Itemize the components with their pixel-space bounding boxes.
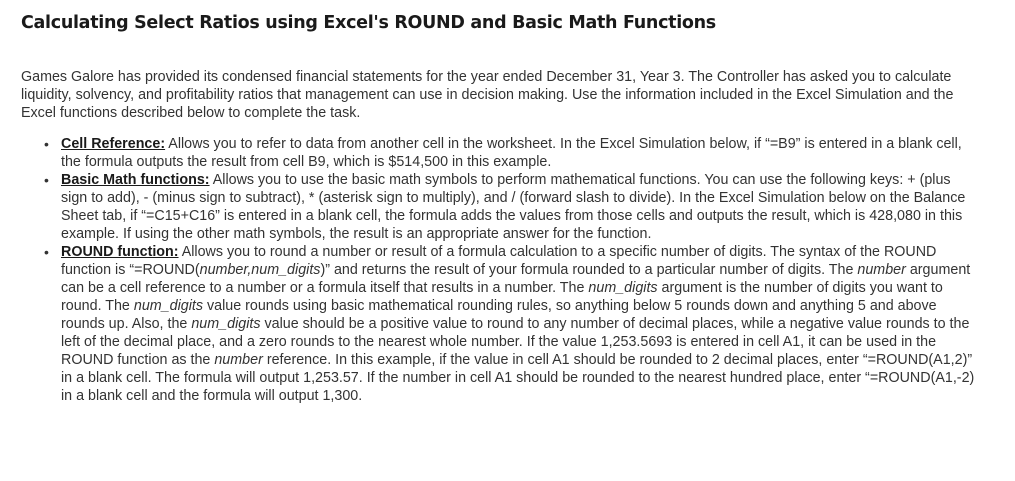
- bullet-icon: •: [44, 244, 49, 260]
- page-title: Calculating Select Ratios using Excel's ROUND and Basic Math Functions: [21, 13, 716, 33]
- syntax-arguments: number,num_digits: [199, 262, 321, 278]
- term-basic-math: Basic Math functions:: [61, 172, 210, 188]
- description-cell-reference: Allows you to refer to data from another cell in the worksheet. In the Excel Simulation below, if “=B9” is entered in a blank cell, the formula outputs the result from cell B9, which is $514,500 in this example.: [61, 136, 962, 170]
- term-cell-reference: Cell Reference:: [61, 136, 166, 152]
- list-item-round-function: [44, 243, 976, 405]
- list-item-cell-reference: [44, 135, 976, 171]
- argument-number: number: [214, 352, 263, 368]
- function-list: [21, 135, 976, 405]
- list-item-basic-math: [44, 171, 976, 243]
- description-basic-math: Allows you to use the basic math symbols to perform mathematical functions. You can use the following keys: + (plus sign to add), - (minus sign to subtract), * (asterisk sign to multiply), and / (forward slash to divide). In the Excel Simulation below on the Balance Sheet tab, if “=C15+C16” is entered in a blank cell, the formula adds the values from those cells and outputs the result, which is 428,080 in this example. If using the other math symbols, the result is an appropriate answer for the function.: [61, 172, 966, 242]
- description-text: argument can be a cell reference to a number or a formula itself that results in a number. The: [61, 262, 971, 296]
- intro-paragraph: Games Galore has provided its condensed financial statements for the year ended December 31, Year 3. The Controller has asked you to calculate liquidity, solvency, and profitability ratios that management can use in decision making. Use the information included in the Excel Simulation and the Excel functions described below to complete the task.: [21, 69, 954, 121]
- argument-num-digits: num_digits: [133, 298, 204, 314]
- description-text: )” and returns the result of your formula rounded to a particular number of digits. The: [320, 262, 858, 278]
- bullet-icon: •: [44, 172, 49, 188]
- argument-num-digits: num_digits: [191, 316, 261, 332]
- description-text: argument is the number of digits you want to round. The: [61, 280, 943, 314]
- description-text: value rounds using basic mathematical rounding rules, so anything below 5 rounds down and anything 5 and above rounds up. Also, the: [61, 298, 937, 332]
- bullet-icon: •: [44, 136, 49, 152]
- description-text: value should be a positive value to round to any number of decimal places, while a negative value rounds to the left of the decimal place, and a zero rounds to the nearest whole number. If the value 1,253.5693 is entered in cell A1, it can be used in the ROUND function as the: [61, 316, 970, 368]
- argument-number: number: [857, 262, 906, 278]
- description-text: Allows you to round a number or result of a formula calculation to a specific number of digits. The syntax of the ROUND function is “=ROUND(: [61, 244, 937, 278]
- argument-num-digits: num_digits: [588, 280, 658, 296]
- description-text: reference. In this example, if the value in cell A1 should be rounded to 2 decimal places, enter “=ROUND(A1,2)” in a blank cell. The formula will output 1,253.57. If the number in cell A1 should be rounded to the nearest hundred place, enter “=ROUND(A1,-2) in a blank cell and the formula will output 1,300.: [61, 352, 975, 404]
- term-round-function: ROUND function:: [61, 244, 179, 260]
